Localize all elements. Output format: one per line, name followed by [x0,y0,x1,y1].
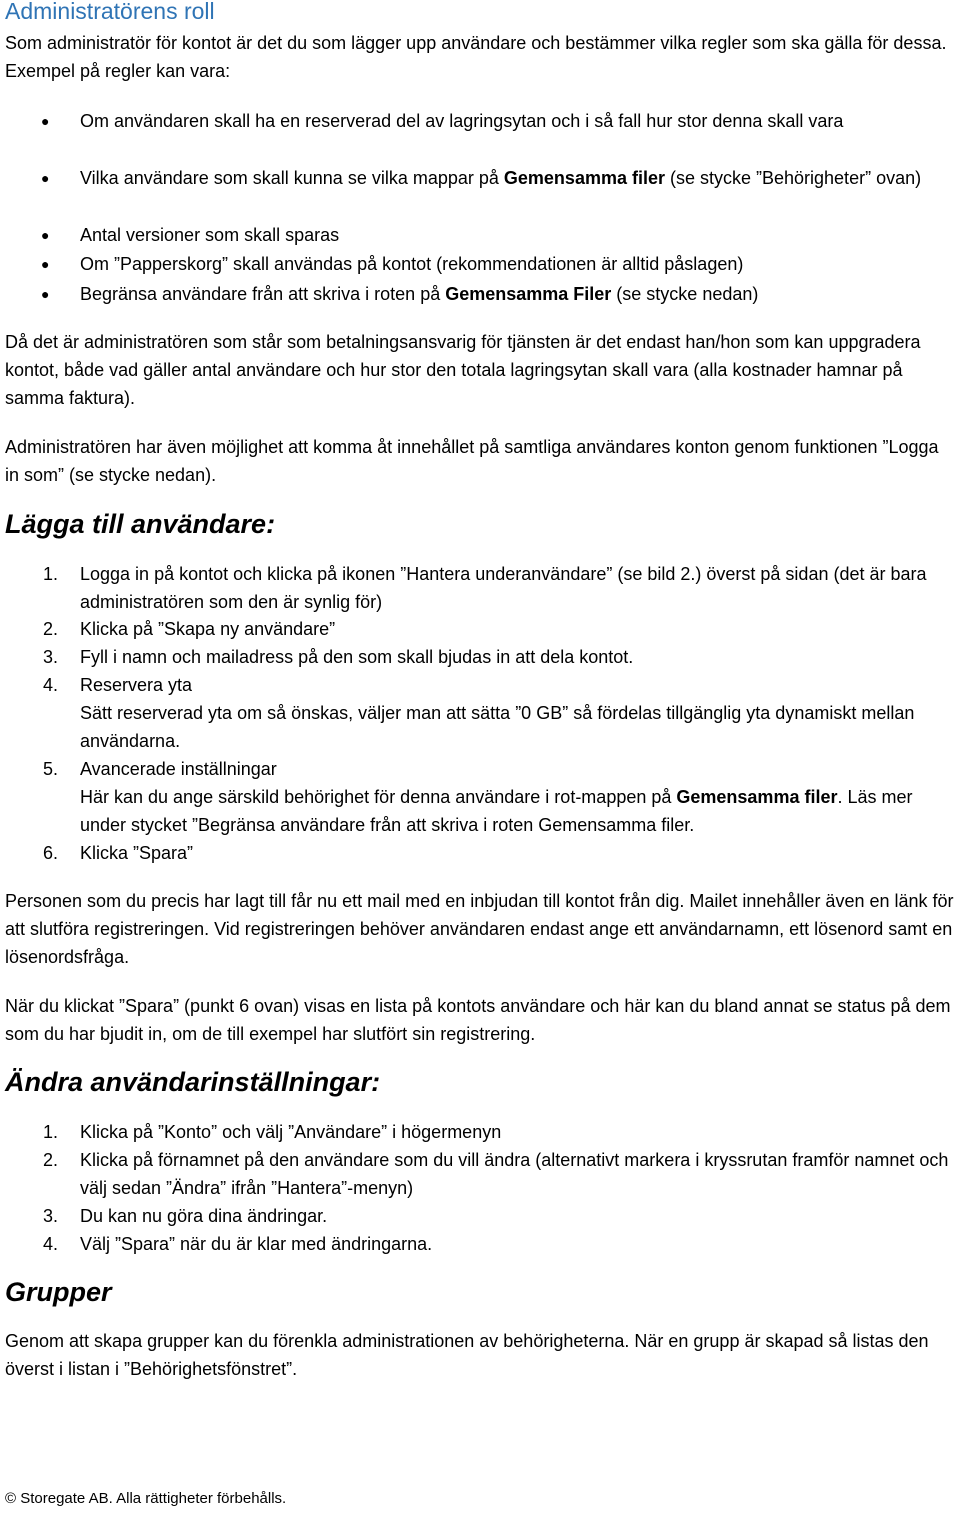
page-title: Administratörens roll [5,0,215,24]
billing-paragraph: Då det är administratören som står som betalningsansvarig för tjänsten är det endast han/hon som kan uppgradera kontot, både vad gäller antal användare och hur stor den totala lagringsytan skall vara (alla kostnader hamnar på samma faktura). [5,332,921,409]
step-number: 3. [43,647,59,667]
groups-heading: Grupper [5,1277,112,1307]
step-text: Klicka ”Spara” [80,843,194,863]
status-paragraph: När du klickat ”Spara” (punkt 6 ovan) visas en lista på kontots användare och här kan du bland annat se status på dem som du har bjudit in, om de till exempel har slutfört sin registrering. [5,996,951,1045]
step-number: 1. [43,564,59,584]
step-text: Välj ”Spara” när du är klar med ändringarna. [80,1234,433,1254]
rule-text-post: (se stycke ”Behörigheter” ovan) [664,168,922,188]
footer-copyright: © Storegate AB. Alla rättigheter förbehålls. [5,1490,287,1507]
bullet-icon: ● [41,227,50,243]
step-subtext-bold: Gemensamma filer [676,787,838,807]
rule-bold-text: Gemensamma filer [503,168,665,188]
rule-text-post: (se stycke nedan) [611,284,759,304]
rule-text: Om ”Papperskorg” skall användas på kontot (rekommendationen är alltid påslagen) [80,254,744,274]
invite-paragraph: Personen som du precis har lagt till får nu ett mail med en inbjudan till kontot från dig. Mailet innehåller även en länk för att slutföra registreringen. Vid registreringen behöver användaren endast ange ett användarnamn, ett lösenord samt en lösenordsfråga. [5,891,954,968]
rule-bold-text: Gemensamma Filer [445,284,612,304]
intro-paragraph: Som administratör för kontot är det du som lägger upp användare och bestämmer vilka regler som ska gälla för dessa. Exempel på regler kan vara: [5,33,947,82]
step-text: Reservera yta [80,675,193,695]
bullet-icon: ● [41,113,50,129]
step-number: 5. [43,759,59,779]
edit-users-heading: Ändra användarinställningar: [5,1067,381,1097]
step-number: 2. [43,1150,59,1170]
step-subtext: Här kan du ange särskild behörighet för denna användare i rot-mappen på [80,787,677,807]
step-text: Klicka på förnamnet på den användare som du vill ändra (alternativt markera i kryssrutan framför namnet och välj sedan ”Ändra” ifrån ”Hantera”-menyn) [80,1150,949,1199]
login-as-paragraph: Administratören har även möjlighet att komma åt innehållet på samtliga användares konton genom funktionen ”Logga in som” (se stycke nedan). [5,437,939,486]
groups-paragraph: Genom att skapa grupper kan du förenkla administrationen av behörigheterna. När en grupp är skapad så listas den överst i listan i ”Behörighetsfönstret”. [5,1331,929,1380]
bullet-icon: ● [41,286,50,302]
step-number: 1. [43,1122,59,1142]
step-number: 2. [43,619,59,639]
step-number: 3. [43,1206,59,1226]
step-number: 6. [43,843,59,863]
step-number: 4. [43,675,59,695]
bullet-icon: ● [41,256,50,272]
step-text: Klicka på ”Konto” och välj ”Användare” i högermenyn [80,1122,502,1142]
step-subtext: Sätt reserverad yta om så önskas, väljer man att sätta ”0 GB” så fördelas tillgänglig yta dynamiskt mellan användarna. [80,703,915,752]
rule-text: Antal versioner som skall sparas [80,225,340,245]
step-text: Logga in på kontot och klicka på ikonen ”Hantera underanvändare” (se bild 2.) överst på sidan (det är bara administratören som den är synlig för) [80,564,927,613]
bullet-icon: ● [41,170,50,186]
step-subtext-post: . Läs mer under stycket ”Begränsa användare från att skriva i roten Gemensamma filer. [80,787,913,836]
rule-text: Om användaren skall ha en reserverad del av lagringsytan och i så fall hur stor denna skall vara [80,111,844,131]
step-number: 4. [43,1234,59,1254]
step-text: Avancerade inställningar [80,759,277,779]
add-users-heading: Lägga till användare: [5,509,276,539]
step-text: Du kan nu göra dina ändringar. [80,1206,328,1226]
rule-text: Begränsa användare från att skriva i roten på [80,284,446,304]
rule-text: Vilka användare som skall kunna se vilka mappar på [80,168,504,188]
step-text: Fyll i namn och mailadress på den som skall bjudas in att dela kontot. [80,647,634,667]
step-text: Klicka på ”Skapa ny användare” [80,619,336,639]
